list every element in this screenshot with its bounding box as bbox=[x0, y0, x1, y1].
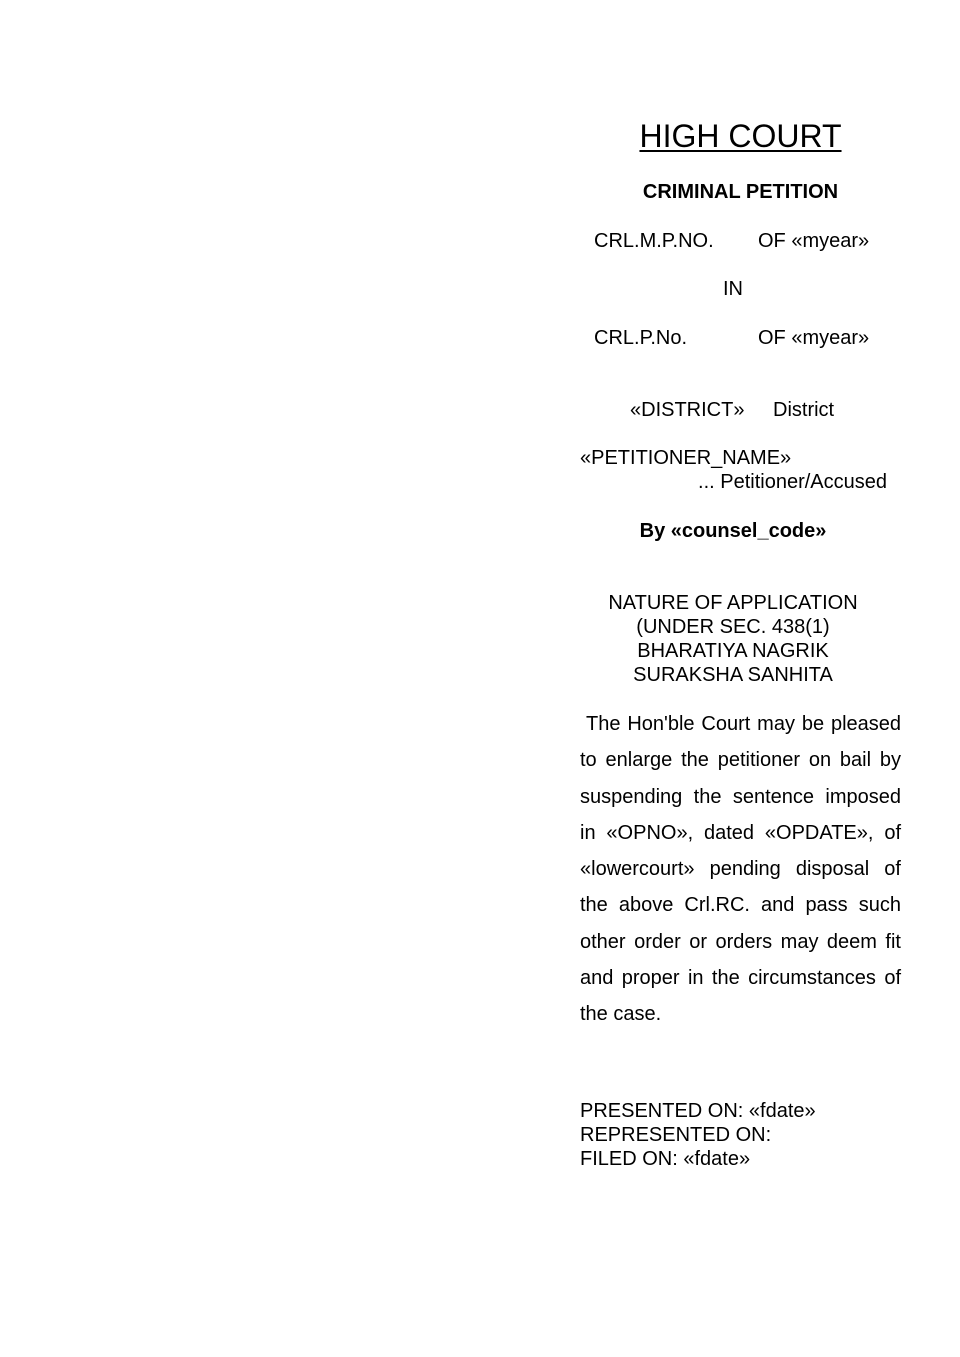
prayer-paragraph: The Hon'ble Court may be pleased to enlarge the petitioner on bail by suspending the sentence imposed in «OPNO», dated «OPDATE», of «lowercourt» pending disposal of the above Crl.RC. and pass such other order or orders may deem fit and proper in the circumstances of the case. bbox=[580, 713, 901, 1026]
nature-line: (UNDER SEC. 438(1) bbox=[636, 616, 830, 638]
crl-mp-year: OF «myear» bbox=[758, 230, 870, 252]
nature-line: NATURE OF APPLICATION bbox=[608, 592, 858, 614]
presented-on: PRESENTED ON: «fdate» bbox=[580, 1100, 816, 1122]
counsel-label: By «counsel_code» bbox=[639, 520, 827, 542]
filed-on: FILED ON: «fdate» bbox=[580, 1148, 751, 1170]
court-title: HIGH COURT bbox=[639, 118, 842, 154]
nature-of-application bbox=[580, 591, 886, 687]
represented-on: REPRESENTED ON: bbox=[580, 1124, 772, 1146]
crl-p-year: OF «myear» bbox=[758, 327, 870, 349]
crl-mp-number-label: CRL.M.P.NO. bbox=[594, 230, 714, 252]
petition-type: CRIMINAL PETITION bbox=[642, 181, 839, 203]
crl-p-number-label: CRL.P.No. bbox=[594, 327, 688, 349]
nature-line: BHARATIYA NAGRIK bbox=[637, 640, 829, 662]
petitioner-name: «PETITIONER_NAME» bbox=[580, 447, 792, 469]
in-label: IN bbox=[723, 278, 743, 300]
district-label: District bbox=[773, 399, 835, 421]
district-field: «DISTRICT» bbox=[630, 399, 745, 421]
petitioner-role: ... Petitioner/Accused bbox=[698, 471, 887, 493]
nature-line: SURAKSHA SANHITA bbox=[633, 664, 833, 686]
